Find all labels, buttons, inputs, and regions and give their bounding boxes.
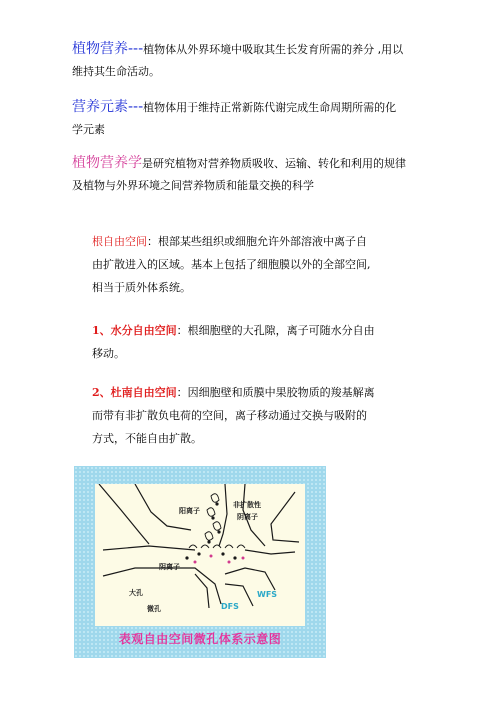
paragraph-line: 方式，不能自由扩散。 (92, 432, 202, 445)
term: 2、杜南自由空间 (92, 386, 177, 399)
definition-plant-nutrition-science (72, 152, 432, 197)
donnan-free-space-paragraph (92, 381, 412, 450)
definition-text: 及植物与外界环境之间营养物质和能量交换的科学 (72, 179, 314, 192)
water-free-space-paragraph (92, 319, 412, 365)
macropore-label: 大孔 (129, 589, 143, 597)
term: 营养元素 (72, 99, 128, 115)
free-space-diagram (74, 466, 326, 658)
term: 植物营养 (72, 41, 128, 57)
nondiffusible-label: 非扩散性 (233, 501, 261, 509)
micropore-label: 微孔 (147, 605, 161, 613)
anion-left-label: 阴离子 (159, 563, 180, 571)
definition-text: 学元素 (72, 123, 105, 136)
paragraph-line: 根部某些组织或细胞允许外部溶液中离子自 (158, 235, 367, 248)
wfs-label: WFS (257, 590, 278, 599)
cation-label: 阳离子 (179, 507, 200, 515)
separator: --- (128, 99, 144, 115)
paragraph-line: 而带有非扩散负电荷的空间，离子移动通过交换与吸附的 (92, 409, 367, 422)
definition-text: 是研究植物对营养物质吸收、运输、转化和利用的规律 (142, 157, 406, 170)
anion-top-label: 阴离子 (237, 513, 258, 521)
colon: ： (176, 324, 188, 337)
term: 植物营养学 (72, 155, 142, 171)
separator: --- (128, 41, 144, 57)
definition-plant-nutrition (72, 38, 432, 83)
diagram-panel (95, 484, 305, 626)
paragraph-line: 由扩散进入的区域。基本上包括了细胞膜以外的全部空间, (92, 258, 371, 271)
colon: ： (147, 235, 158, 248)
colon: ： (176, 386, 188, 399)
definition-text: 维持其生命活动。 (72, 65, 160, 78)
term: 1、水分自由空间 (92, 324, 177, 337)
paragraph-line: 相当于质外体系统。 (92, 281, 191, 294)
paragraph-line: 因细胞壁和质膜中果胶物质的羧基解离 (187, 386, 375, 399)
pore-structure-drawing (95, 484, 305, 626)
definition-text: 植物体用于维持正常新陈代谢完成生命周期所需的化 (143, 101, 397, 114)
root-free-space-paragraph (92, 230, 412, 299)
paragraph-line: 移动。 (92, 347, 125, 360)
definition-nutrient-elements (72, 96, 432, 141)
term: 根自由空间 (92, 235, 147, 248)
definition-text: 植物体从外界环境中吸取其生长发育所需的养分 ,用以 (143, 43, 404, 56)
dfs-label: DFS (221, 602, 239, 611)
figure-caption: 表观自由空间微孔体系示意图 (118, 632, 282, 646)
paragraph-line: 根细胞壁的大孔隙，离子可随水分自由 (187, 324, 375, 337)
